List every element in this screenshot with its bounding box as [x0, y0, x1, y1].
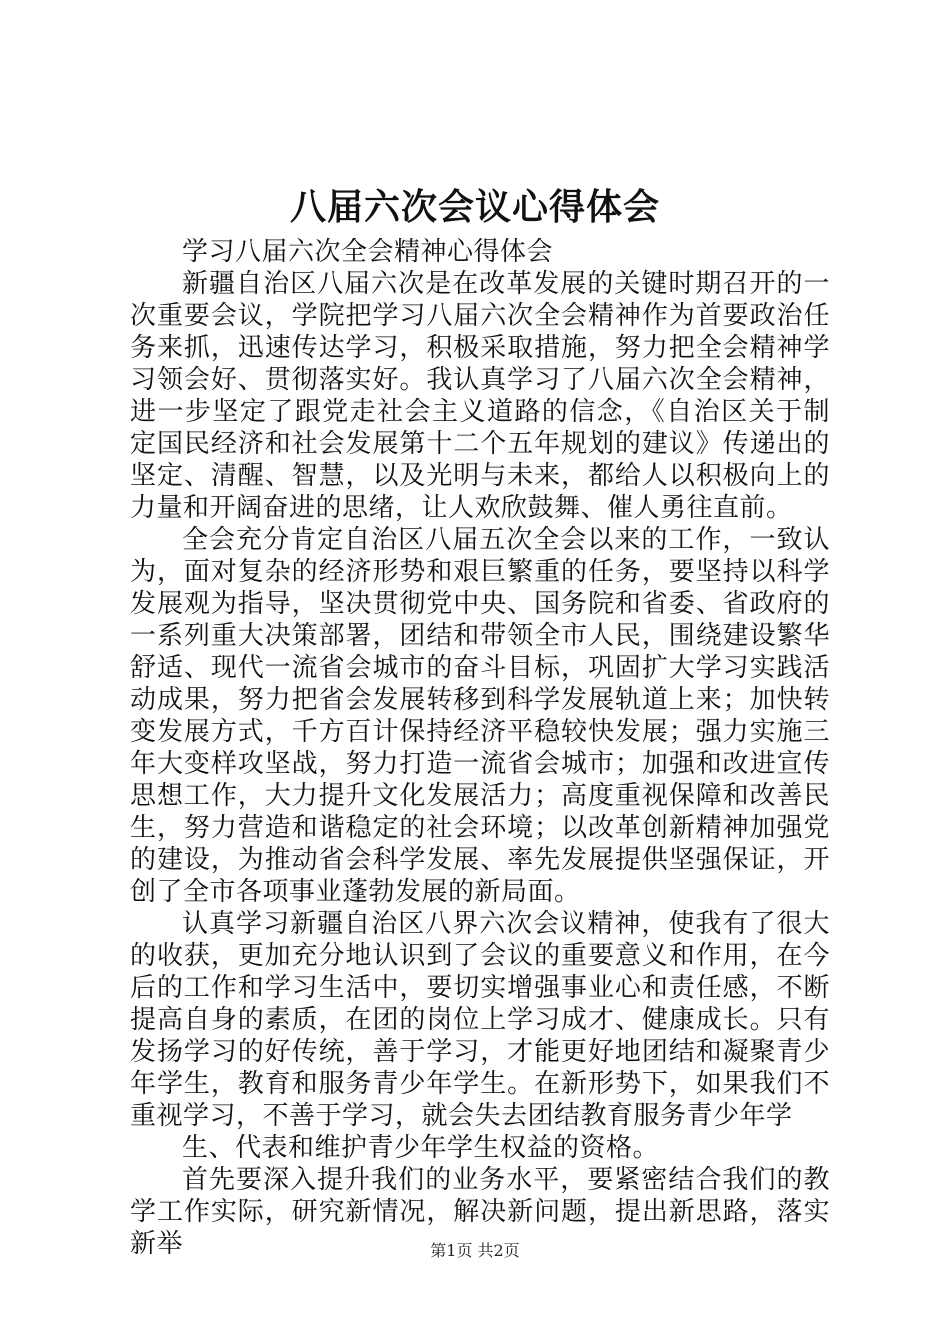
subtitle-line: 学习八届六次全会精神心得体会 — [182, 237, 554, 267]
document-body — [130, 236, 830, 1260]
paragraph-1: 新疆自治区八届六次是在改革发展的关键时期召开的一次重要会议，学院把学习八届六次全会精神作为首要政治任务来抓，迅速传达学习，积极采取措施，努力把全会精神学习领会好、贯彻落实好。我认真学习了八届六次全会精神，进一步坚定了跟党走社会主义道路的信念，《自治区关于制定国民经济和社会发展第十二个五年规划的建议》传递出的坚定、清醒、智慧，以及光明与未来，都给人以积极向上的力量和开阔奋进的思绪，让人欢欣鼓舞、催人勇往直前。 — [130, 269, 830, 523]
paragraph-3: 认真学习新疆自治区八界六次会议精神，使我有了很大的收获，更加充分地认识到了会议的重要意义和作用，在今后的工作和学习生活中，要切实增强事业心和责任感，不断提高自身的素质，在团的岗位上学习成才、健康成长。只有发扬学习的好传统，善于学习，才能更好地团结和凝聚青少年学生，教育和服务青少年学生。在新形势下，如果我们不重视学习，不善于学习，就会失去团结教育服务青少年学 — [130, 909, 830, 1131]
page-footer: 第1页 共2页 — [430, 1241, 520, 1260]
paragraph-5: 首先要深入提升我们的业务水平，要紧密结合我们的教学工作实际，研究新情况，解决新问题，提出新思路，落实新举 — [130, 1165, 830, 1259]
document-title: 八届六次会议心得体会 — [289, 186, 660, 228]
paragraph-2: 全会充分肯定自治区八届五次全会以来的工作，一致认为，面对复杂的经济形势和艰巨繁重的任务，要坚持以科学发展观为指导，坚决贯彻党中央、国务院和省委、省政府的一系列重大决策部署，团结和带领全市人民，围绕建设繁华舒适、现代一流省会城市的奋斗目标，巩固扩大学习实践活动成果，努力把省会发展转移到科学发展轨道上来；加快转变发展方式，千方百计保持经济平稳较快发展；强力实施三年大变样攻坚战，努力打造一流省会城市；加强和改进宣传思想工作，大力提升文化发展活力；高度重视保障和改善民生，努力营造和谐稳定的社会环境；以改革创新精神加强党的建设，为推动省会科学发展、率先发展提供坚强保证，开创了全市各项事业蓬勃发展的新局面。 — [130, 525, 830, 907]
paragraph-4: 生、代表和维护青少年学生权益的资格。 — [182, 1133, 660, 1163]
